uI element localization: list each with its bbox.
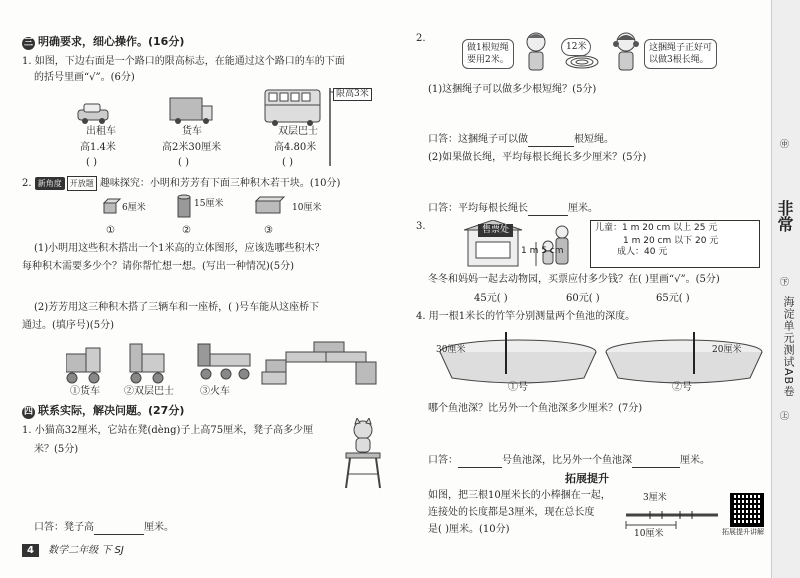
extension-title: 拓展提升 — [565, 472, 609, 485]
cat-on-stool-illustration — [338, 418, 388, 490]
sidebar-mark-bottom: ㊤ — [780, 412, 790, 422]
option-45[interactable]: 45元( ) — [474, 293, 508, 304]
extension-line2: 连接处的长度都是3厘米，现在总长度 — [428, 507, 595, 518]
block-1-icon — [104, 199, 120, 213]
taxi-label: 出租车 — [86, 126, 116, 137]
sticks-diagram — [622, 505, 722, 529]
overlap-3cm-label: 3厘米 — [643, 493, 667, 503]
r-q2-number: 2. — [416, 33, 426, 44]
right-sidebar — [771, 0, 800, 578]
deeper-pond-blank[interactable] — [458, 454, 502, 468]
r-q4-answer: 口答： 号鱼池深，比另外一个鱼池深 厘米。 — [428, 455, 710, 466]
q4-1-line2: 米？(5分) — [34, 444, 79, 455]
taxi-answer-paren[interactable]: ( ) — [86, 157, 97, 168]
bus-height: 高4.80米 — [274, 142, 317, 153]
taxi-icon — [78, 104, 108, 124]
mother-icon — [556, 226, 568, 264]
ticket-price-board: 儿童：1 m 20 cm 以上 25 元 1 m 20 cm 以下 20 元 成人：40 元 — [590, 220, 760, 268]
double-decker-bus-icon — [265, 90, 320, 126]
r-q2-part1: (1)这捆绳子可以做多少根短绳？(5分) — [428, 84, 597, 95]
qr-caption: 拓展提升讲解 — [722, 528, 764, 536]
option-60[interactable]: 60元( ) — [566, 293, 600, 304]
extension-line1: 如图，把三根10厘米长的小棒捆在一起， — [428, 490, 611, 501]
sidebar-mark-mid: ㊦ — [780, 278, 790, 288]
r-q4-text: 4. 用一根1米长的竹竿分别测量两个鱼池的深度。 — [416, 311, 636, 322]
block-bridge-icon — [262, 342, 376, 384]
car-3-label: ③火车 — [200, 386, 230, 397]
height-limit-sign: 限高3米 — [333, 88, 372, 101]
boy-icon — [527, 33, 545, 70]
taxi-height: 高1.4米 — [80, 142, 116, 153]
pond-2-icon — [606, 332, 762, 383]
q2-header: 2. 新角度 开放题 趣味探究：小明和芳芳有下面三种积木若干块。(10分) — [22, 178, 341, 189]
block-2-size: 15厘米 — [194, 199, 224, 209]
stool-height-blank[interactable] — [94, 521, 144, 535]
child-height-mark: 1 m 5 cm — [521, 246, 564, 256]
r-q3-text: 冬冬和妈妈一起去动物园，买票应付多少钱？在( )里画“√”。(5分) — [428, 274, 720, 285]
series-title: 海淀单元测试AB卷 — [782, 296, 795, 398]
block-train-icon — [198, 344, 250, 379]
q1-text-line2: 的括号里画“√”。(6分) — [34, 72, 135, 83]
car-2-label: ②双层巴士 — [124, 386, 174, 397]
pond-2-label: ②号 — [672, 382, 692, 393]
car-1-label: ①货车 — [70, 386, 100, 397]
block-truck-icon — [66, 348, 100, 383]
block-1-size: 6厘米 — [122, 203, 146, 213]
block-bus-icon — [130, 344, 164, 383]
r-q2-part2: (2)如果做长绳，平均每根长绳长多少厘米？(5分) — [428, 152, 647, 163]
girl-icon — [613, 33, 639, 70]
open-question-tag: 开放题 — [67, 176, 97, 191]
left-footer: 4 数学二年级 下 SJ — [22, 541, 124, 556]
block-3-number: ③ — [264, 225, 273, 236]
r-q2-answer2: 口答：平均每根长绳长 厘米。 — [428, 203, 598, 214]
section-three-heading: 三 明确要求，细心操作。(16分) — [23, 35, 185, 48]
rope-coil-icon — [566, 56, 598, 68]
pond-1-label: ①号 — [508, 382, 528, 393]
short-rope-count-blank[interactable] — [528, 133, 574, 147]
r-q3-number: 3. — [416, 221, 426, 232]
rope-length-bubble: 12米 — [561, 38, 591, 56]
long-rope-length-blank[interactable] — [528, 202, 568, 216]
new-angle-tag: 新角度 — [35, 177, 65, 190]
q2-part2-line2: 通过。(填序号)(5分) — [22, 320, 114, 331]
boy-speech-bubble: 做1根短绳 要用2米。 — [462, 39, 514, 69]
q4-1-answer: 口答：凳子高 厘米。 — [34, 522, 174, 533]
block-2-icon — [178, 195, 190, 217]
bus-answer-paren[interactable]: ( ) — [282, 157, 293, 168]
block-2-number: ② — [182, 225, 191, 236]
sidebar-mark-top: ㊥ — [780, 140, 790, 150]
q2-part1-line2: 每种积木需要多少个？请你帮忙想一想。(写出一种情况)(5分) — [22, 261, 294, 272]
extension-line3: 是( )厘米。(10分) — [428, 524, 510, 535]
brand-logo: 非常 — [775, 200, 794, 232]
pond-1-icon — [440, 332, 596, 383]
block-3-icon — [256, 197, 284, 213]
pond-2-mark: 20厘米 — [712, 345, 742, 355]
block-1-number: ① — [106, 225, 115, 236]
option-65[interactable]: 65元( ) — [656, 293, 690, 304]
pond-1-mark: 30厘米 — [436, 345, 466, 355]
depth-difference-blank[interactable] — [632, 454, 680, 468]
q2-part2-line1: (2)芳芳用这三种积木搭了三辆车和一座桥，( )号车能从这座桥下 — [34, 302, 320, 313]
stick-10cm-label: 10厘米 — [634, 529, 664, 539]
fish-ponds-illustration — [436, 328, 766, 388]
truck-label: 货车 — [182, 126, 202, 137]
q2-part1-line1: (1)小明用这些积木搭出一个1米高的立体图形，应该选哪些积木？ — [34, 243, 325, 254]
block-3-size: 10厘米 — [292, 203, 322, 213]
r-q2-answer1: 口答：这捆绳子可以做 根短绳。 — [428, 134, 614, 145]
q1-text-line1: 1. 如图，下边右面是一个路口的限高标志，在能通过这个路口的车的下面 — [22, 56, 345, 67]
truck-answer-paren[interactable]: ( ) — [178, 157, 189, 168]
bus-label: 双层巴士 — [278, 126, 318, 137]
q4-1-line1: 1. 小猫高32厘米，它站在凳(dèng)子上高75厘米，凳子高多少厘 — [22, 425, 314, 436]
section-four-heading: 四 联系实际，解决问题。(27分) — [23, 404, 185, 417]
ticket-booth-sign: 售票处 — [478, 224, 513, 237]
qr-code-icon[interactable] — [730, 493, 764, 527]
girl-speech-bubble: 这捆绳子正好可 以做3根长绳。 — [644, 39, 717, 69]
truck-icon — [170, 98, 212, 124]
truck-height: 高2米30厘米 — [162, 142, 222, 153]
r-q4-question: 哪个鱼池深？比另外一个鱼池深多少厘米？(7分) — [428, 403, 643, 414]
